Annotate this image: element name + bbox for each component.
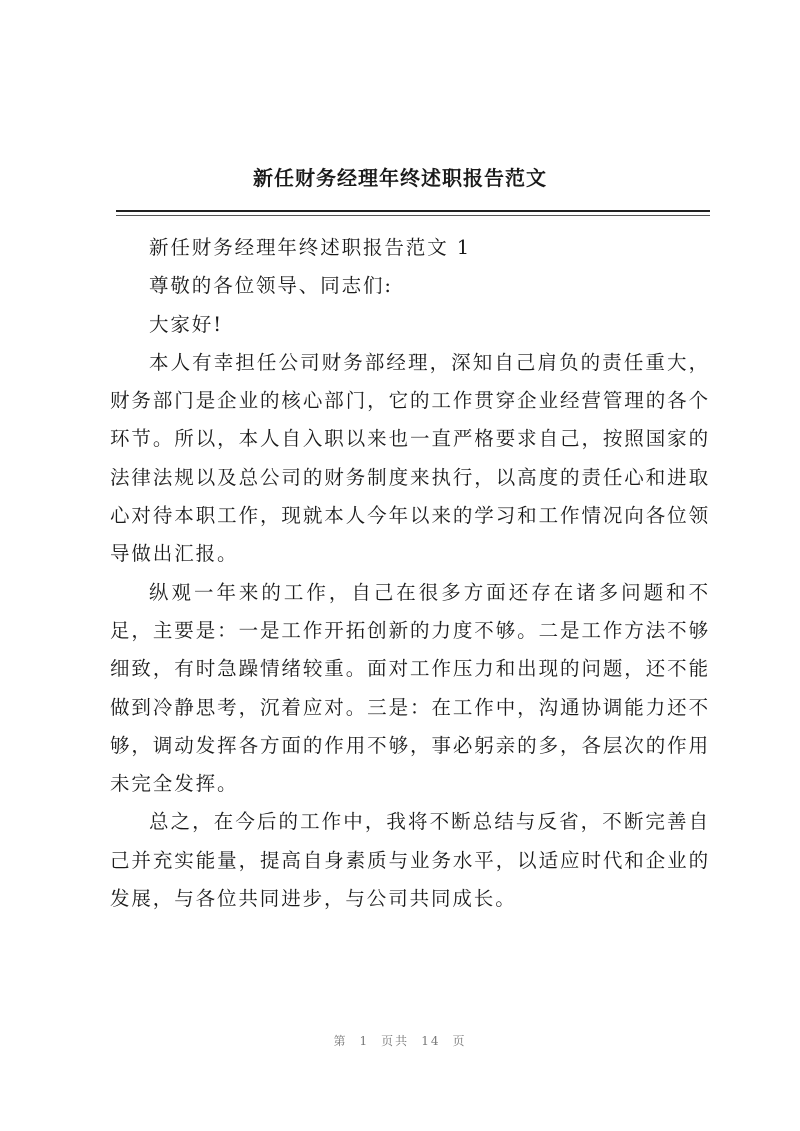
title-divider [116, 210, 710, 212]
paragraph-greeting: 大家好! [149, 312, 223, 336]
footer-page-number: 1 [359, 1034, 370, 1048]
footer-suffix: 页 [452, 1034, 467, 1048]
footer-total-pages: 14 [421, 1034, 441, 1048]
title-divider-thin [116, 215, 710, 216]
document-body [110, 229, 710, 918]
footer-mid: 页共 [381, 1034, 410, 1048]
paragraph-salutation: 尊敬的各位领导、同志们: [149, 274, 393, 298]
footer-prefix: 第 [333, 1034, 348, 1048]
paragraph-intro: 本人有幸担任公司财务部经理，深知自己肩负的责任重大，财务部门是企业的核心部门，它的工作贯穿企业经营管理的各个环节。所以，本人自入职以来也一直严格要求自己，按照国家的法律法规以及总公司的财务制度来执行，以高度的责任心和进取心对待本职工作，现就本人今年以来的学习和工作情况向各位领导做出汇报。 [110, 350, 710, 566]
paragraph-conclusion: 总之，在今后的工作中，我将不断总结与反省，不断完善自己并充实能量，提高自身素质与业务水平，以适应时代和企业的发展，与各位共同进步，与公司共同成长。 [110, 810, 710, 911]
page-footer [0, 1032, 800, 1049]
paragraph-heading: 新任财务经理年终述职报告范文 1 [149, 236, 472, 259]
document-title: 新任财务经理年终述职报告范文 [253, 166, 547, 190]
paragraph-problems: 纵观一年来的工作，自己在很多方面还存在诸多问题和不足，主要是：一是工作开拓创新的力度不够。二是工作方法不够细致，有时急躁情绪较重。面对工作压力和出现的问题，还不能做到冷静思考，沉着应对。三是：在工作中，沟通协调能力还不够，调动发挥各方面的作用不够，事必躬亲的多，各层次的作用未完全发挥。 [110, 580, 710, 796]
